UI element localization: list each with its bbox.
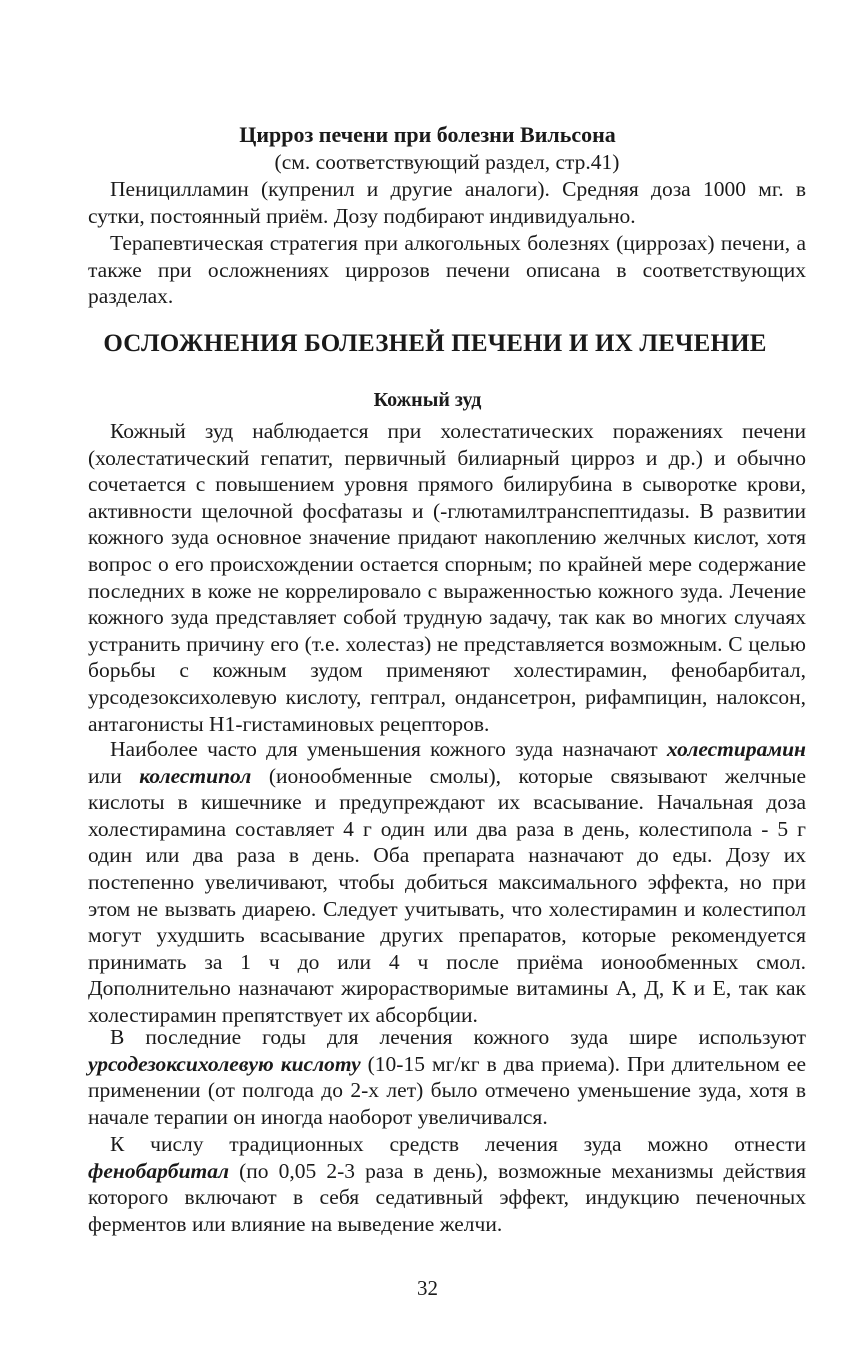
paragraph-cholestyramine [88, 736, 806, 1029]
paragraph-text: (ионообменные смолы), которые связывают желчные кислоты в кишечнике и предупреждают их всасывание. Начальная доза холестирамина составляет 4 г один или два раза в день, колестипола - 5 г один или два раза в день. Оба препарата назначают до еды. Дозу их постепенно увеличивают, чтобы добиться максимального эффекта, но при этом не вызвать диарею. Следует учитывать, что холестирамин и колестипол могут ухудшить всасывание других препаратов, которые рекомендуется принимать за 1 ч до или 4 ч после приёма ионообменных смол. Дополнительно назначают жирорастворимые витамины А, Д, К и Е, так как холестирамин препятствует их абсорбции. [88, 763, 806, 1027]
paragraph-penicillamine: Пеницилламин (купренил и другие аналоги). Средняя доза 1000 мг. в сутки, постоянный приём. Дозу подбирают индивидуально. [88, 177, 806, 228]
drug-name-phenobarbital: фенобарбитал [88, 1158, 230, 1183]
chapter-title-complications: ОСЛОЖНЕНИЯ БОЛЕЗНЕЙ ПЕЧЕНИ И ИХ ЛЕЧЕНИЕ [103, 330, 767, 357]
paragraph-pruritus-overview: Кожный зуд наблюдается при холестатических поражениях печени (холестатический гепатит, первичный билиарный цирроз и др.) и обычно сочетается с повышением уровня прямого билирубина в сыворотке крови, активности щелочной фосфатазы и (-глютамилтранспептидазы. В развитии кожного зуда основное значение придают накоплению желчных кислот, хотя вопрос о его происхождении остается спорным; по крайней мере содержание последних в коже не коррелировало с выраженностью кожного зуда. Лечение кожного зуда представляет собой трудную задачу, так как во многих случаях устранить причину его (т.е. холестаз) не представляется возможным. С целью борьбы с кожным зудом применяют холестирамин, фенобарбитал, урсодезоксихолевую кислоту, гептрал, ондансетрон, рифампицин, налоксон, антагонисты Н1-гистаминовых рецепторов. [88, 419, 806, 736]
paragraph-text: К числу традиционных средств лечения зуда можно отнести [110, 1132, 806, 1156]
section-title-wilson: Цирроз печени при болезни Вильсона [239, 122, 616, 147]
subsection-title-pruritus: Кожный зуд [373, 389, 482, 411]
paragraph-text: Наиболее часто для уменьшения кожного зуда назначают [110, 737, 667, 761]
paragraph-text: В последние годы для лечения кожного зуда шире используют [110, 1025, 806, 1049]
section-reference: (см. соответствующий раздел, стр.41) [274, 150, 620, 174]
page-number: 32 [417, 1276, 438, 1300]
paragraph-therapeutic-strategy: Терапевтическая стратегия при алкогольных болезнях (циррозах) печени, а также при осложнениях циррозов печени описана в соответствующих разделах. [88, 231, 806, 309]
paragraph-phenobarbital [88, 1131, 806, 1237]
drug-name-cholestyramine: холестирамин [666, 737, 806, 761]
paragraph-ursodeoxycholic [88, 1024, 806, 1130]
drug-name-ursodeoxycholic-acid: урсодезоксихолевую кислоту [88, 1051, 361, 1076]
paragraph-text: (10-15 мг/кг в два приема). При длительном ее применении (от полгода до 2-х лет) было отмечено уменьшение зуда, хотя в начале терапии он иногда наоборот увеличивался. [88, 1051, 806, 1129]
drug-name-colestipol: колестипол [139, 763, 252, 788]
paragraph-text: или [88, 763, 140, 788]
paragraph-text: (по 0,05 2-3 раза в день), возможные механизмы действия которого включают в себя седативный эффект, индукцию печеночных ферментов или влияние на выведение желчи. [88, 1158, 806, 1236]
